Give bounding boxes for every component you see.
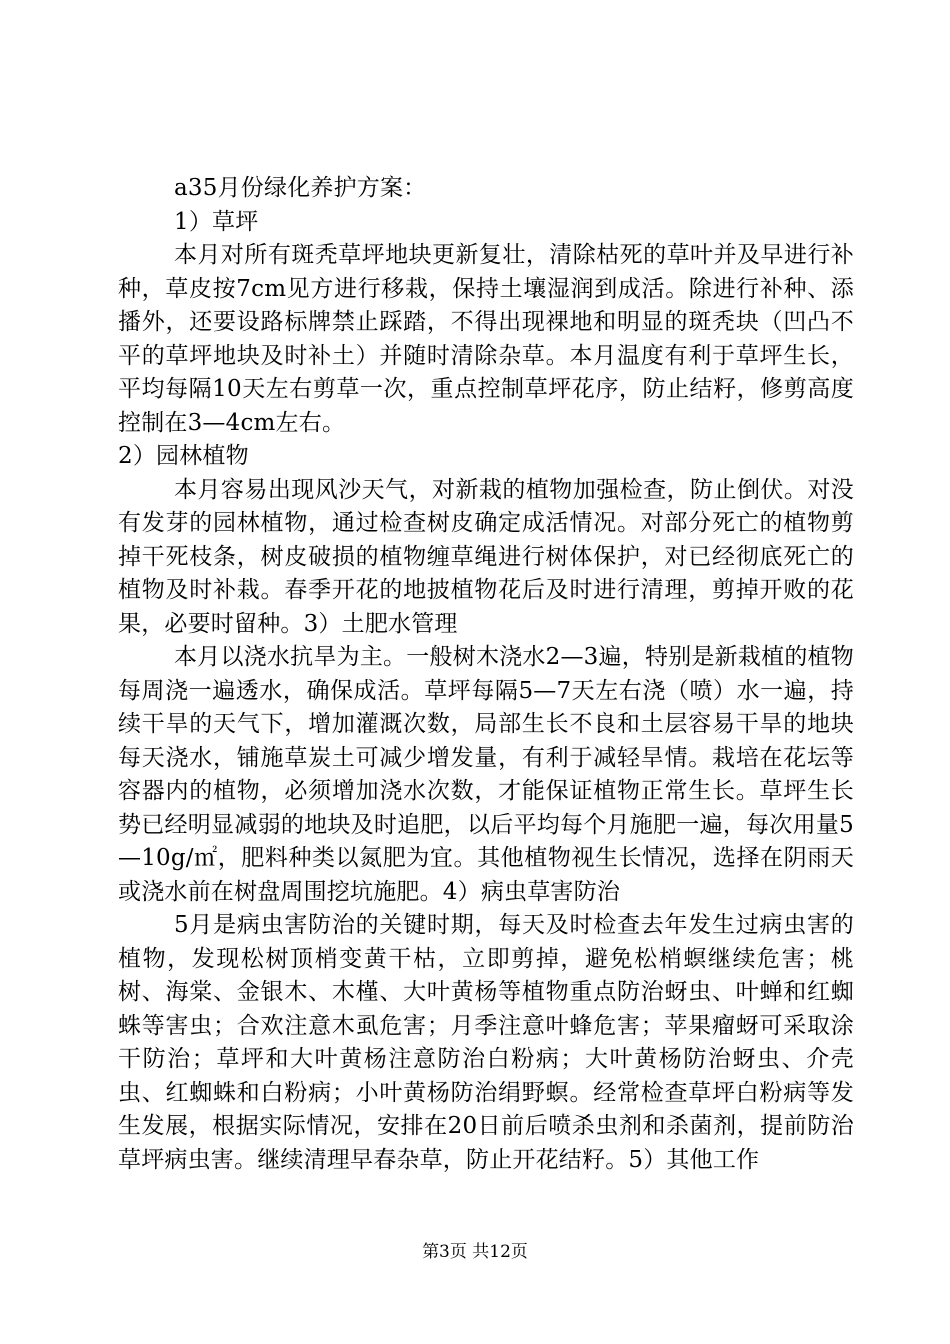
paragraph-soil-water: 本月以浇水抗旱为主。一般树木浇水2—3遍，特别是新栽植的植物每周浇一遍透水，确保成活。草坪每隔5—7天左右浇（喷）水一遍，持续干旱的天气下，增加灌溉次数，局部生长不良和土层容易干旱的地块每天浇水，铺施草炭土可减少增发量，有利于减轻旱情。栽培在花坛等容器内的植物，必须增加浇水次数，才能保证植物正常生长。草坪生长势已经明显减弱的地块及时追肥，以后平均每个月施肥一遍，每次用量5—10g/㎡，肥料种类以氮肥为宜。其他植物视生长情况，选择在阴雨天或浇水前在树盘周围挖坑施肥。4）病虫草害防治: [118, 644, 854, 905]
section-heading-plants: 2）园林植物: [118, 443, 249, 469]
paragraph-plants: 本月容易出现风沙天气，对新栽的植物加强检查，防止倒伏。对没有发芽的园林植物，通过检查树皮确定成活情况。对部分死亡的植物剪掉干死枝条，树皮破损的植物缠草绳进行树体保护，对已经彻底死亡的植物及时补栽。春季开花的地披植物花后及时进行清理，剪掉开败的花果，必要时留种。3）土肥水管理: [118, 476, 854, 637]
paragraph-lawn: 本月对所有斑秃草坪地块更新复壮，清除枯死的草叶并及早进行补种，草皮按7cm见方进行移栽，保持土壤湿润到成活。除进行补种、添播外，还要设路标牌禁止踩踏，不得出现裸地和明显的斑秃块（凹凸不平的草坪地块及时补土）并随时清除杂草。本月温度有利于草坪生长，平均每隔10天左右剪草一次，重点控制草坪花序，防止结籽，修剪高度控制在3—4cm左右。: [118, 242, 854, 436]
section-heading-lawn: 1）草坪: [174, 208, 259, 235]
document-body: [118, 172, 854, 1177]
page-number-footer: 第3页 共12页: [422, 1242, 528, 1262]
document-title: a35月份绿化养护方案：: [174, 175, 427, 201]
paragraph-pest-control: 5月是病虫害防治的关键时期，每天及时检查去年发生过病虫害的植物，发现松树顶梢变黄干枯，立即剪掉，避免松梢螟继续危害；桃树、海棠、金银木、木槿、大叶黄杨等植物重点防治蚜虫、叶蝉和红蜘蛛等害虫；合欢注意木虱危害；月季注意叶蜂危害；苹果瘤蚜可采取涂干防治；草坪和大叶黄杨注意防治白粉病；大叶黄杨防治蚜虫、介壳虫、红蜘蛛和白粉病；小叶黄杨防治绢野螟。经常检查草坪白粉病等发生发展，根据实际情况，安排在20日前后喷杀虫剂和杀菌剂，提前防治草坪病虫害。继续清理早春杂草，防止开花结籽。5）其他工作: [118, 912, 854, 1173]
